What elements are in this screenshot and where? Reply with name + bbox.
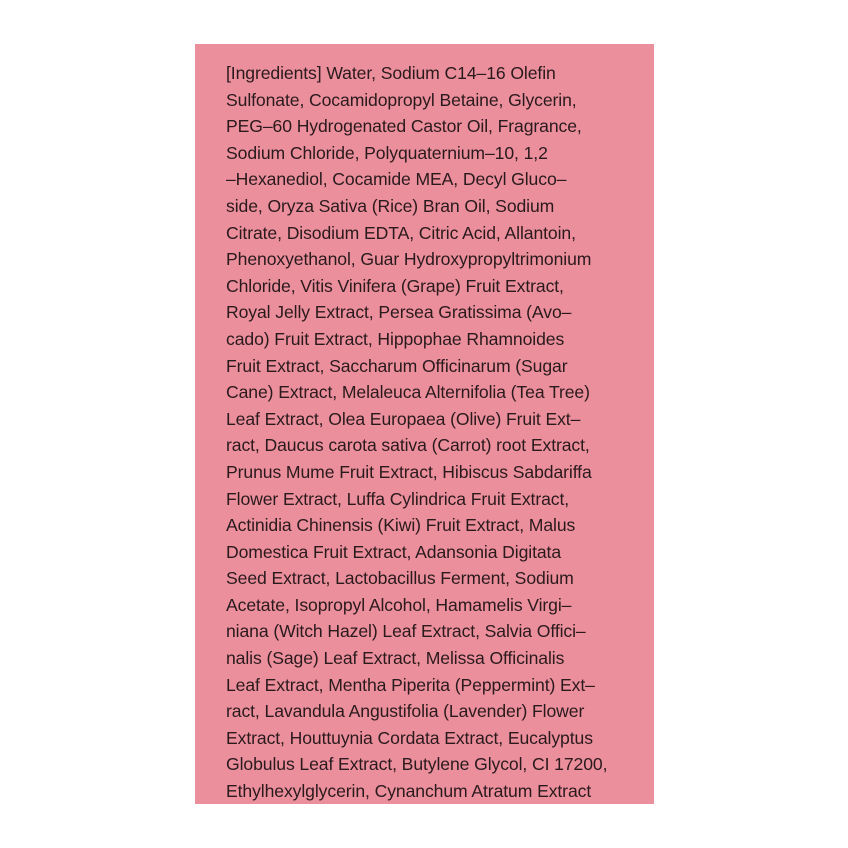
ingredients-line: Actinidia Chinensis (Kiwi) Fruit Extract, Malus <box>226 515 576 536</box>
ingredients-line: Royal Jelly Extract, Persea Gratissima (Avo– <box>226 302 572 323</box>
ingredients-line: Acetate, Isopropyl Alcohol, Hamamelis Virgi– <box>226 594 572 615</box>
ingredients-line: Extract, Houttuynia Cordata Extract, Eucalyptus <box>226 727 593 748</box>
ingredients-line: side, Oryza Sativa (Rice) Bran Oil, Sodium <box>226 195 555 216</box>
ingredients-line: Leaf Extract, Olea Europaea (Olive) Fruit Ext– <box>226 408 581 429</box>
ingredients-line: Prunus Mume Fruit Extract, Hibiscus Sabdariffa <box>226 461 592 482</box>
ingredients-line: Domestica Fruit Extract, Adansonia Digitata <box>226 541 562 562</box>
ingredients-line: Cane) Extract, Melaleuca Alternifolia (Tea Tree) <box>226 382 590 403</box>
ingredients-line: niana (Witch Hazel) Leaf Extract, Salvia Offici– <box>226 621 586 642</box>
ingredients-line: PEG–60 Hydrogenated Castor Oil, Fragrance, <box>226 116 582 137</box>
ingredients-line: nalis (Sage) Leaf Extract, Melissa Officinalis <box>226 648 565 669</box>
ingredients-line: Globulus Leaf Extract, Butylene Glycol, CI 17200, <box>226 754 608 775</box>
ingredients-line: ract, Daucus carota sativa (Carrot) root Extract, <box>226 435 590 456</box>
ingredients-line: Leaf Extract, Mentha Piperita (Peppermint) Ext– <box>226 674 595 695</box>
ingredients-line: Chloride, Vitis Vinifera (Grape) Fruit Extract, <box>226 275 564 296</box>
ingredients-line: cado) Fruit Extract, Hippophae Rhamnoides <box>226 328 565 349</box>
ingredients-line: Citrate, Disodium EDTA, Citric Acid, Allantoin, <box>226 222 576 243</box>
ingredients-line: –Hexanediol, Cocamide MEA, Decyl Gluco– <box>226 169 567 190</box>
ingredients-label-panel <box>195 44 654 804</box>
ingredients-line: Seed Extract, Lactobacillus Ferment, Sodium <box>226 568 574 589</box>
ingredients-line: Sulfonate, Cocamidopropyl Betaine, Glycerin, <box>226 89 577 110</box>
ingredients-line: [Ingredients] Water, Sodium C14–16 Olefin <box>226 63 556 83</box>
ingredients-text <box>226 60 636 805</box>
ingredients-line: ract, Lavandula Angustifolia (Lavender) Flower <box>226 701 585 722</box>
ingredients-line: Fruit Extract, Saccharum Officinarum (Sugar <box>226 355 568 376</box>
ingredients-line: Ethylhexylglycerin, Cynanchum Atratum Extract <box>226 781 592 802</box>
ingredients-line: Flower Extract, Luffa Cylindrica Fruit Extract, <box>226 488 570 509</box>
ingredients-line: Sodium Chloride, Polyquaternium–10, 1,2 <box>226 142 548 163</box>
ingredients-line: Phenoxyethanol, Guar Hydroxypropyltrimonium <box>226 249 592 270</box>
